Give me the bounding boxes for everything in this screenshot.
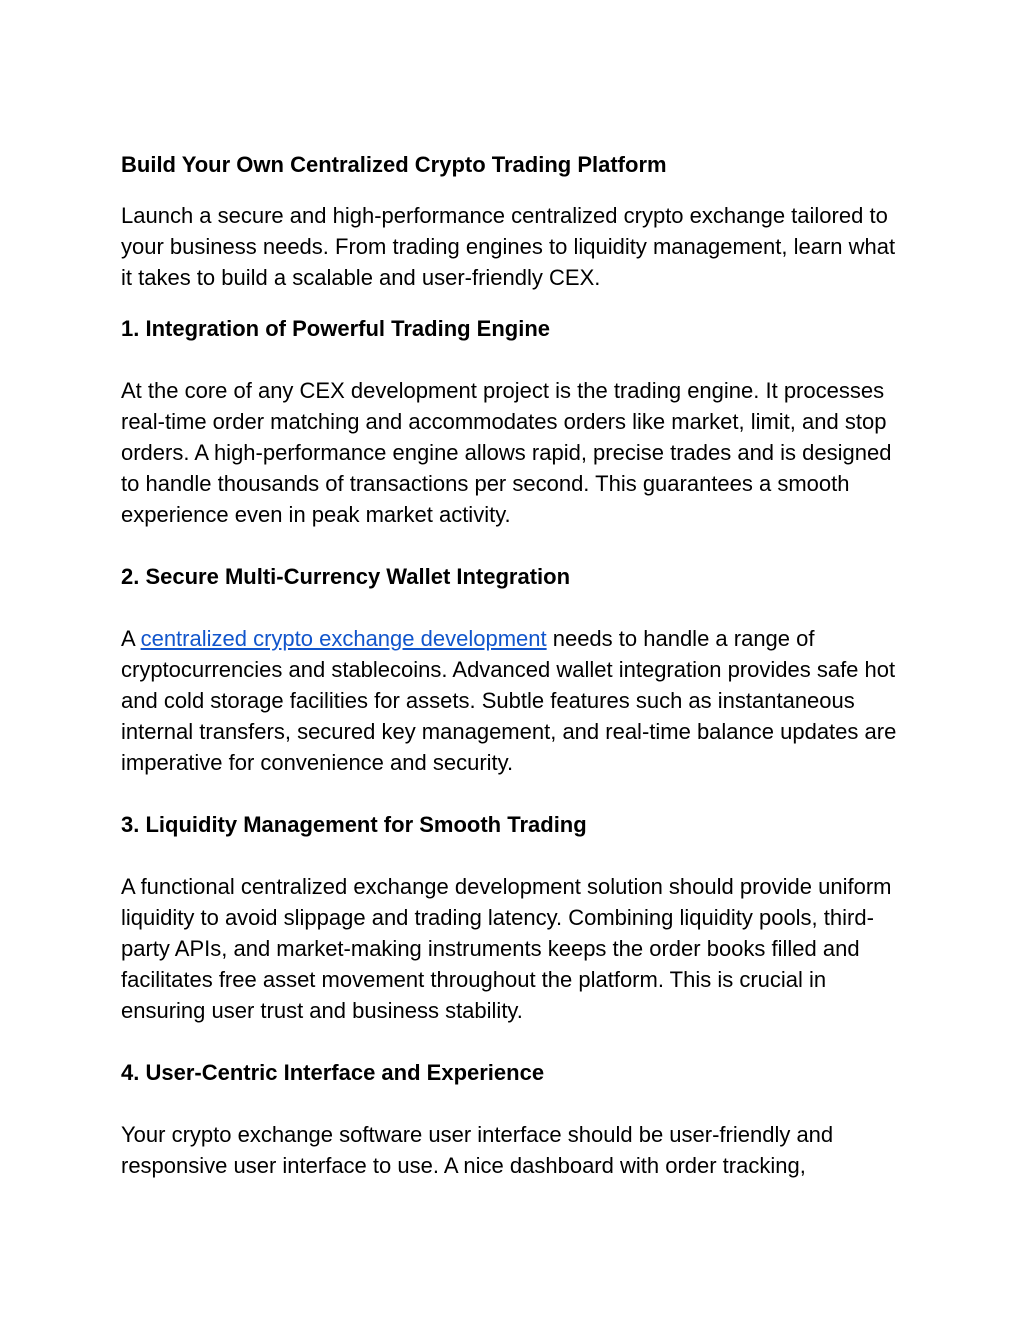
document-page	[121, 149, 911, 1181]
section-2-heading: 2. Secure Multi-Currency Wallet Integration	[121, 564, 571, 589]
section-4-heading: 4. User-Centric Interface and Experience	[121, 1060, 545, 1085]
section-1-heading: 1. Integration of Powerful Trading Engine	[121, 316, 551, 341]
document-title: Build Your Own Centralized Crypto Trading Platform	[121, 152, 667, 177]
section-2-body	[121, 623, 911, 778]
section-1-body: At the core of any CEX development project is the trading engine. It processes real-time order matching and accommodates orders like market, limit, and stop orders. A high-performance engine allows rapid, precise trades and is designed to handle thousands of transactions per second. This guarantees a smooth experience even in peak market activity.	[121, 378, 892, 527]
section-3-body: A functional centralized exchange development solution should provide uniform liquidity to avoid slippage and trading latency. Combining liquidity pools, third-party APIs, and market-making instruments keeps the order books filled and facilitates free asset movement throughout the platform. This is crucial in ensuring user trust and business stability.	[121, 874, 892, 1023]
section-2-body-suffix: needs to handle a range of cryptocurrencies and stablecoins. Advanced wallet integration provides safe hot and cold storage facilities for assets. Subtle features such as instantaneous internal transfers, secured key management, and real-time balance updates are imperative for convenience and security.	[121, 626, 897, 775]
intro-paragraph: Launch a secure and high-performance centralized crypto exchange tailored to your business needs. From trading engines to liquidity management, learn what it takes to build a scalable and user-friendly CEX.	[121, 203, 896, 290]
section-3-heading: 3. Liquidity Management for Smooth Trading	[121, 812, 587, 837]
section-2-body-prefix: A	[121, 626, 141, 651]
centralized-exchange-link[interactable]: centralized crypto exchange development	[140, 626, 547, 651]
section-4-body: Your crypto exchange software user interface should be user-friendly and responsive user interface to use. A nice dashboard with order tracking,	[121, 1122, 834, 1178]
